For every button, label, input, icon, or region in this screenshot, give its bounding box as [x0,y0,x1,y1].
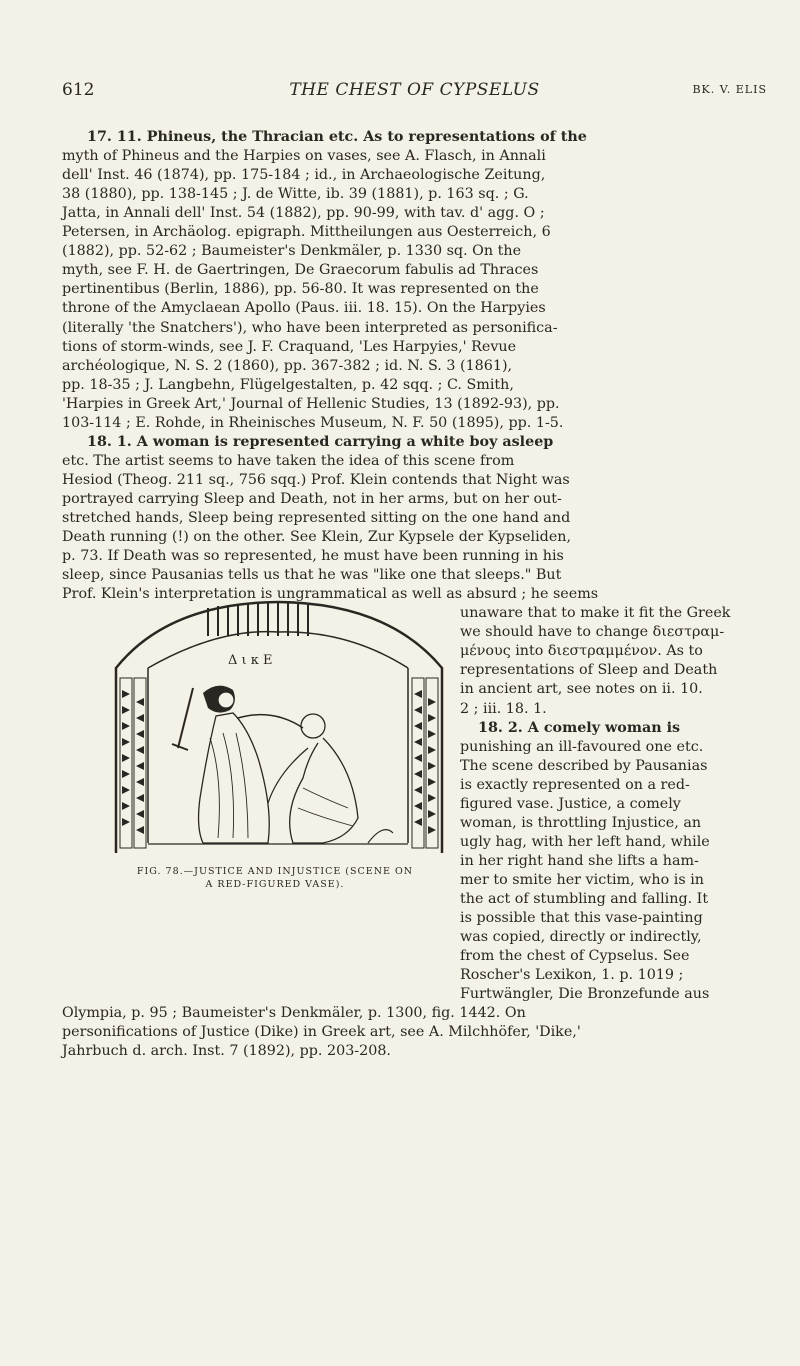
text-line: Prof. Klein's interpretation is ungrammatical as well as absurd ; he seems [62,586,599,603]
book-reference: BK. V. ELIS [692,83,767,96]
text-line: woman, is throttling Injustice, an [460,814,702,831]
text-line: from the chest of Cypselus. See [460,948,690,965]
text-line: Olympia, p. 95 ; Baumeister's Denkmäler, p. 1300, fig. 1442. On [62,1005,526,1022]
text-line: p. 73. If Death was so represented, he must have been running in his [62,548,564,565]
vase-inscription: Δ ι κ Ε [228,653,273,668]
text-line: mer to smite her victim, who is in [460,871,705,888]
text-line: sleep, since Pausanias tells us that he was "like one that sleeps." But [62,567,562,584]
running-title: THE CHEST OF CYPSELUS [289,80,540,100]
text-line: (literally 'the Snatchers'), who have been interpreted as personifica- [62,319,558,336]
text-line: in ancient art, see notes on ii. 10. [460,681,703,698]
text-line: Roscher's Lexikon, 1. p. 1019 ; [460,967,684,984]
text-line: figured vase. Justice, a comely [460,795,681,812]
text-line: Furtwängler, Die Bronzefunde aus [460,986,710,1003]
text-line: myth, see F. H. de Gaertringen, De Graecorum fabulis ad Thraces [62,262,539,279]
text-line: is exactly represented on a red- [460,776,690,793]
text-line: (1882), pp. 52-62 ; Baumeister's Denkmäler, p. 1330 sq. On the [62,243,522,260]
text-line: Hesiod (Theog. 211 sq., 756 sqq.) Prof. Klein contends that Night was [62,471,570,488]
page-number: 612 [62,80,95,100]
vase-painting-image [108,598,450,858]
text-line: representations of Sleep and Death [460,662,718,679]
text-line: punishing an ill-favoured one etc. [460,738,704,755]
text-line: the act of stumbling and falling. It [460,891,709,907]
text-line: tions of storm-winds, see J. F. Craquand, 'Les Harpyies,' Revue [62,338,517,355]
text-line: 17. 11. Phineus, the Thracian etc. As to representations of the [87,129,587,145]
vase-figure-illustration [108,598,450,858]
text-line: etc. The artist seems to have taken the idea of this scene from [62,452,515,469]
text-line: personifications of Justice (Dike) in Greek art, see A. Milchhöfer, 'Dike,' [62,1024,581,1041]
text-line: Death running (!) on the other. See Klein, Zur Kypsele der Kypseliden, [62,529,572,546]
text-line: throne of the Amyclaean Apollo (Paus. iii. 18. 15). On the Harpyies [62,300,546,317]
text-line: 18. 1. A woman is represented carrying a white boy asleep [87,433,554,450]
text-line: 38 (1880), pp. 138-145 ; J. de Witte, ib. 39 (1881), p. 163 sq. ; G. [62,186,529,203]
figure-caption [100,865,450,891]
text-line: 18. 2. A comely woman is [478,719,681,736]
text-line: The scene described by Pausanias [460,757,708,774]
caption-line-1: FIG. 78.—JUSTICE AND INJUSTICE (SCENE ON [136,866,414,877]
text-line: myth of Phineus and the Harpies on vases, see A. Flasch, in Annali [62,148,546,165]
text-line: dell' Inst. 46 (1874), pp. 175-184 ; id., in Archaeologische Zeitung, [62,167,546,184]
text-line: Petersen, in Archäolog. epigraph. Mittheilungen aus Oesterreich, 6 [62,224,551,241]
text-line: ugly hag, with her left hand, while [460,833,710,850]
caption-line-2: A RED-FIGURED VASE). [205,879,345,890]
text-line: was copied, directly or indirectly, [460,929,702,946]
text-line: Jahrbuch d. arch. Inst. 7 (1892), pp. 203-208. [62,1043,391,1060]
text-line: stretched hands, Sleep being represented sitting on the one hand and [62,510,571,526]
text-line: 'Harpies in Greek Art,' Journal of Hellenic Studies, 13 (1892-93), pp. [62,395,560,412]
text-line: 103-114 ; E. Rohde, in Rheinisches Museum, N. F. 50 (1895), pp. 1-5. [62,414,564,431]
text-line: archéologique, N. S. 2 (1860), pp. 367-382 ; id. N. S. 3 (1861), [62,357,513,374]
text-line: is possible that this vase-painting [460,910,703,927]
page-header [62,80,767,106]
text-line: portrayed carrying Sleep and Death, not in her arms, but on her out- [62,490,562,507]
text-line: in her right hand she lifts a ham- [460,852,699,869]
text-line: μένους into διεστραμμένον. As to [460,643,703,660]
text-line: unaware that to make it fit the Greek [460,605,731,622]
text-line: pp. 18-35 ; J. Langbehn, Flügelgestalten, p. 42 sqq. ; C. Smith, [62,376,514,393]
text-line: Jatta, in Annali dell' Inst. 54 (1882), pp. 90-99, with tav. d' agg. O ; [62,205,545,222]
text-line: pertinentibus (Berlin, 1886), pp. 56-80. It was represented on the [62,281,539,298]
text-line: we should have to change διεστραμ- [460,624,725,641]
text-line: 2 ; iii. 18. 1. [460,700,547,717]
